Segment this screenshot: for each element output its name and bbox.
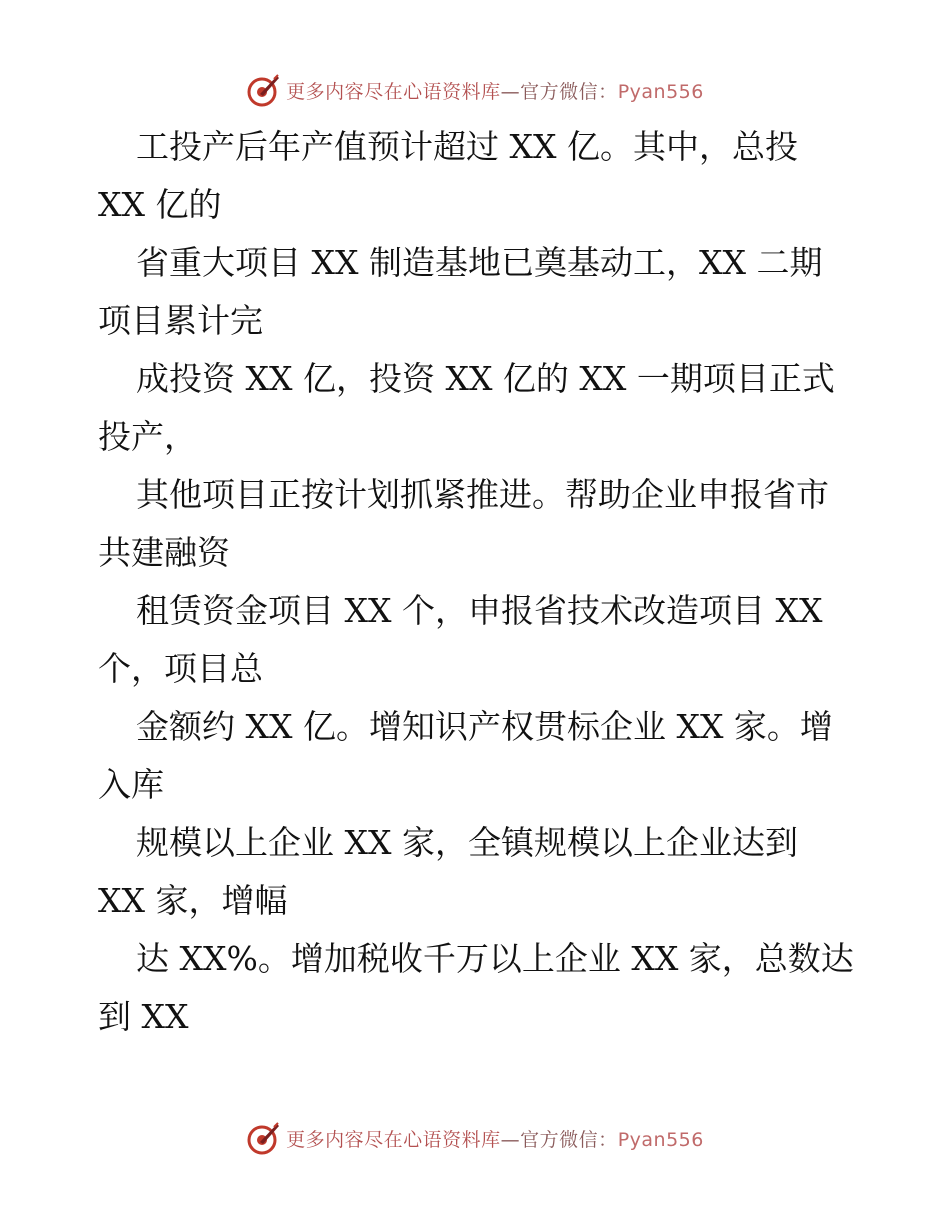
body-line-2: XX 亿的 (98, 185, 222, 224)
footer-banner-id: Pyan556 (617, 1128, 704, 1151)
footer-banner (0, 1118, 950, 1158)
body-line-10: 个，项目总 (98, 649, 263, 688)
body-line-12: 入库 (98, 765, 164, 804)
body-line-3: 省重大项目 XX 制造基地已奠基动工，XX 二期 (136, 243, 823, 282)
body-line-4: 项目累计完 (98, 301, 263, 340)
body-line-7: 其他项目正按计划抓紧推进。帮助企业申报省市 (136, 475, 829, 514)
header-banner-text (286, 77, 704, 104)
header-banner-main: 更多内容尽在心语资料库 (286, 80, 501, 103)
body-line-6: 投产， (98, 417, 197, 456)
body-line-5: 成投资 XX 亿，投资 XX 亿的 XX 一期项目正式 (136, 359, 835, 398)
body-line-8: 共建融资 (98, 533, 230, 572)
quill-pen-logo-icon (246, 72, 282, 108)
header-banner-wechat: —官方微信： (500, 80, 618, 103)
footer-banner-wechat: —官方微信： (500, 1128, 618, 1151)
body-line-9: 租赁资金项目 XX 个，申报省技术改造项目 XX (136, 591, 823, 630)
body-line-16: 到 XX (98, 997, 189, 1036)
header-banner-id: Pyan556 (617, 80, 704, 103)
document-body (98, 118, 858, 1046)
body-line-15: 达 XX%。增加税收千万以上企业 XX 家，总数达 (136, 939, 854, 978)
body-line-1: 工投产后年产值预计超过 XX 亿。其中，总投 (136, 127, 798, 166)
header-banner (0, 70, 950, 110)
quill-pen-logo-icon (246, 1120, 282, 1156)
body-line-14: XX 家，增幅 (98, 881, 288, 920)
body-line-13: 规模以上企业 XX 家，全镇规模以上企业达到 (136, 823, 798, 862)
footer-banner-main: 更多内容尽在心语资料库 (286, 1128, 501, 1151)
footer-banner-text (286, 1125, 704, 1152)
body-line-11: 金额约 XX 亿。增知识产权贯标企业 XX 家。增 (136, 707, 833, 746)
